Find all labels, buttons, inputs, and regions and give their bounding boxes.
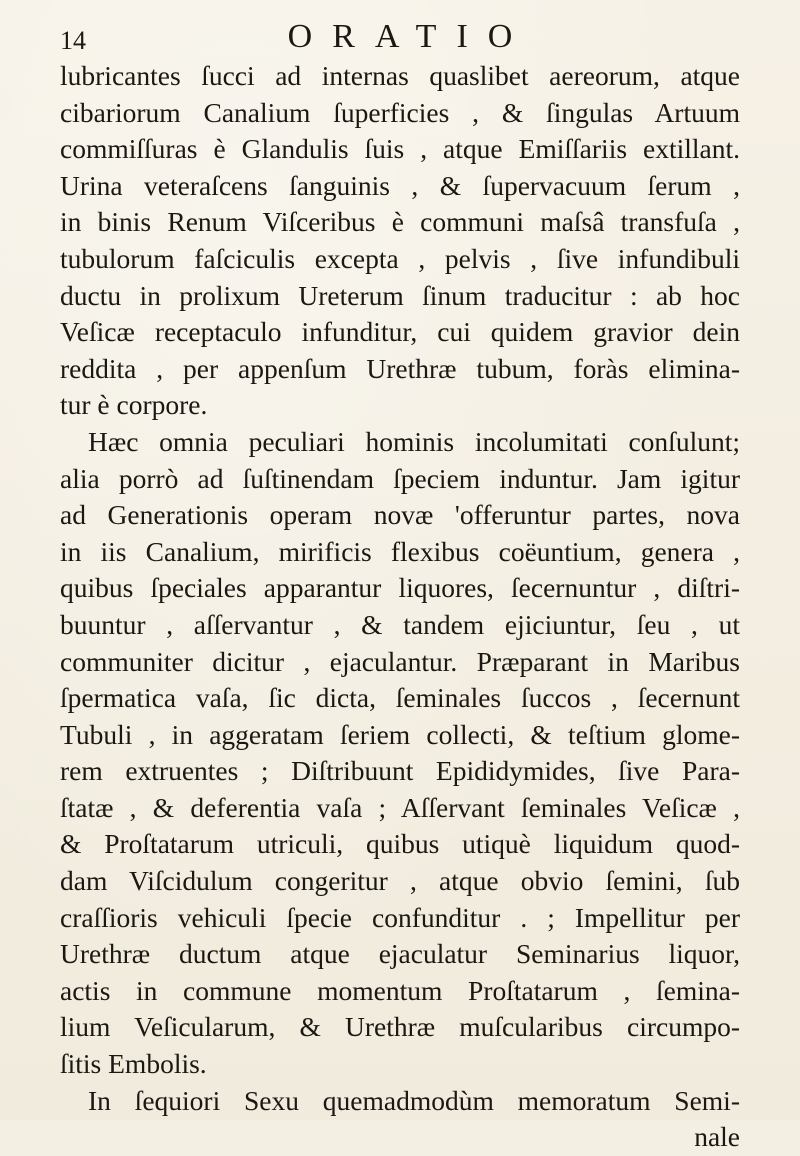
text-line: reddita , per appenſum Urethræ tubum, foràs elimina- <box>60 352 740 384</box>
text-line: cibariorum Canalium ſuperficies , & ſingulas Artuum <box>60 96 740 128</box>
text-line: in binis Renum Viſceribus è communi maſsâ transfuſa , <box>60 206 740 238</box>
text-line: Tubuli , in aggeratam ſeriem collecti, & teſtium glome- <box>60 718 740 750</box>
running-title: ORATIO <box>287 18 533 55</box>
text-line: buuntur , aſſervantur , & tandem ejiciuntur, ſeu , ut <box>60 608 740 640</box>
text-line: ſtatæ , & deferentia vaſa ; Aſſervant ſeminales Veſicæ , <box>60 791 740 823</box>
text-line: Urethræ ductum atque ejaculatur Seminarius liquor, <box>60 938 740 970</box>
text-line: rem extruentes ; Diſtribuunt Epididymides, ſive Para- <box>60 755 740 787</box>
text-line: ſpermatica vaſa, ſic dicta, ſeminales ſuccos , ſecernunt <box>60 682 740 714</box>
page-header <box>60 18 740 58</box>
text-line: tur è corpore. <box>60 389 208 421</box>
text-line: in iis Canalium, mirificis flexibus coëuntium, genera , <box>60 535 740 567</box>
text-line: actis in commune momentum Proſtatarum , ſemina- <box>60 974 740 1006</box>
text-line: lium Veſicularum, & Urethræ muſcularibus circumpo- <box>60 1011 740 1043</box>
body-text <box>60 58 740 1156</box>
text-line: dam Viſcidulum congeritur , atque obvio ſemini, ſub <box>60 865 740 897</box>
text-line: Urina veteraſcens ſanguinis , & ſupervacuum ſerum , <box>60 169 740 201</box>
text-line: ſitis Embolis. <box>60 1048 207 1080</box>
text-line: lubricantes ſucci ad internas quaslibet aereorum, atque <box>60 60 740 91</box>
text-line: In ſequiori Sexu quemadmodùm memoratum Semi- <box>88 1084 740 1116</box>
text-line: quibus ſpeciales apparantur liquores, ſecernuntur , diſtri- <box>60 572 740 604</box>
text-line: Veſicæ receptaculo infunditur, cui quidem gravior dein <box>60 316 740 348</box>
text-line: Hæc omnia peculiari hominis incolumitati conſulunt; <box>88 425 740 457</box>
text-line: & Proſtatarum utriculi, quibus utiquè liquidum quod- <box>60 828 740 860</box>
text-line: craſſioris vehiculi ſpecie confunditur . ; Impellitur per <box>60 901 740 933</box>
text-line: communiter dicitur , ejaculantur. Præparant in Maribus <box>60 645 740 677</box>
text-line: tubulorum faſciculis excepta , pelvis , ſive infundibuli <box>60 242 740 274</box>
page-number: 14 <box>60 26 86 55</box>
text-line: ductu in prolixum Ureterum ſinum traducitur : ab hoc <box>60 279 740 311</box>
text-line: alia porrò ad ſuſtinendam ſpeciem induntur. Jam igitur <box>60 462 740 494</box>
text-line: commiſſuras è Glandulis ſuis , atque Emiſſariis extillant. <box>60 133 740 165</box>
catchword: nale <box>694 1121 740 1153</box>
text-line: ad Generationis operam novæ 'offeruntur partes, nova <box>60 499 740 531</box>
